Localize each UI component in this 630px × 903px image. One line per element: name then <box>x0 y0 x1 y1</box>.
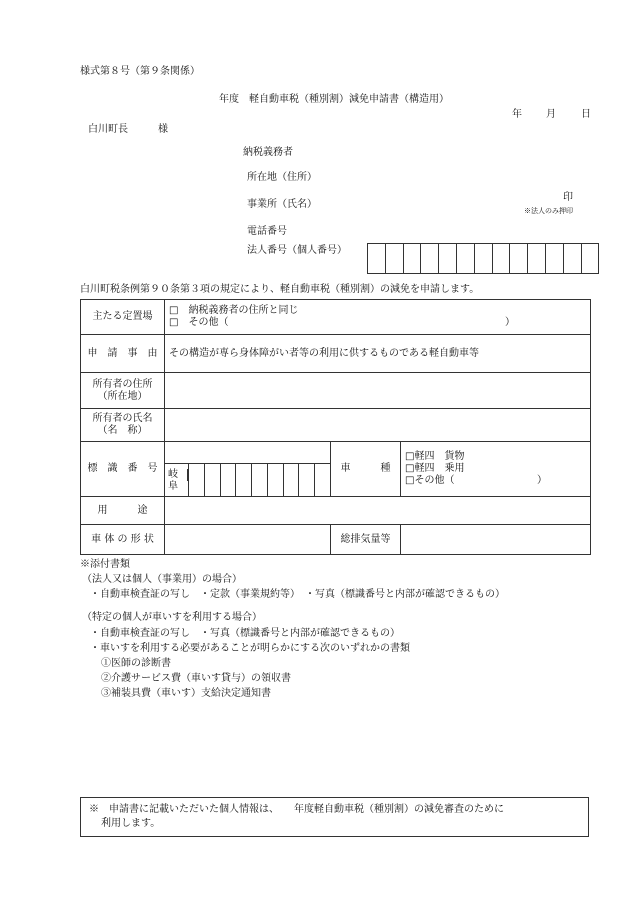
owner-address-field[interactable] <box>165 373 591 409</box>
type-option-other-close: ） <box>537 475 547 486</box>
seal-mark: 印 <box>563 192 573 203</box>
corp-number-label: 法人番号（個人番号） <box>247 245 347 256</box>
usage-field[interactable] <box>165 497 591 525</box>
addressee: 白川町長 様 <box>88 124 168 135</box>
date-day: 日 <box>581 109 591 120</box>
type-option-passenger[interactable]: □軽四 乗用 <box>405 463 465 474</box>
owner-name-label-line2: （名 称） <box>97 425 148 436</box>
attachments-heading: ※添付書類 <box>80 559 130 570</box>
form-number: 様式第８号（第９条関係） <box>80 66 200 77</box>
storage-option-other[interactable]: □ その他（ <box>169 317 229 328</box>
vehicle-type-label: 車 種 <box>331 442 401 497</box>
displacement-field[interactable] <box>401 525 591 555</box>
storage-option-same[interactable]: □ 納税義務者の住所と同じ <box>169 305 299 316</box>
owner-name-field[interactable] <box>165 409 591 442</box>
owner-address-label-line2: （所在地） <box>97 390 148 402</box>
storage-option-other-close: ） <box>505 317 515 328</box>
storage-options[interactable] <box>165 300 591 335</box>
form-title: 年度 軽自動車税（種別割）減免申請書（構造用） <box>219 94 449 105</box>
corp-case-heading: （法人又は個人（事業用）の場合） <box>82 574 242 585</box>
vehicle-type-options[interactable] <box>401 442 591 497</box>
wheelchair-item-2: ・車いすを利用する必要があることが明らかにする次のいずれかの書類 <box>90 643 410 654</box>
storage-label: 主たる定置場 <box>81 300 165 335</box>
name-label: 事業所（氏名） <box>247 199 317 210</box>
privacy-note-line2: 利用します。 <box>101 818 161 829</box>
owner-name-label <box>81 409 165 442</box>
privacy-note-line1: ※ 申請書に記載いただいた個人情報は、 年度軽自動車税（種別割）の減免審査のために <box>89 804 504 815</box>
reason-label: 申 請 事 由 <box>81 335 165 373</box>
phone-label: 電話番号 <box>247 226 287 237</box>
doc-care-receipt: ②介護サービス費（車いす貸与）の領収書 <box>101 673 291 684</box>
wheelchair-case-heading: （特定の個人が車いすを利用する場合） <box>82 612 262 623</box>
address-label: 所在地（住所） <box>247 172 317 183</box>
displacement-label: 総排気量等 <box>331 525 401 555</box>
taxpayer-heading: 納税義務者 <box>243 147 293 158</box>
plate-prefecture: 岐 阜 <box>165 464 189 496</box>
wheelchair-item-1: ・自動車検査証の写し ・写真（標識番号と内部が確認できるもの） <box>90 628 400 639</box>
usage-label: 用 途 <box>81 497 165 525</box>
owner-address-label <box>81 373 165 409</box>
corp-case-items: ・自動車検査証の写し ・定款（事業規約等） ・写真（標識番号と内部が確認できるもの） <box>90 589 505 600</box>
seal-note: ※法人のみ押印 <box>524 207 573 215</box>
date-month: 月 <box>546 109 556 120</box>
plate-number-label: 標 識 番 号 <box>81 442 165 497</box>
doc-aid-notice: ③補装具費（車いす）支給決定通知書 <box>101 688 271 699</box>
owner-address-label-line1: 所有者の住所 <box>92 378 153 390</box>
body-shape-field[interactable] <box>165 525 331 555</box>
body-shape-label: 車 体 の 形 状 <box>81 525 165 555</box>
doc-medical-certificate: ①医師の診断書 <box>101 658 171 669</box>
date-year: 年 <box>512 109 522 120</box>
application-table <box>80 299 591 555</box>
type-option-other[interactable]: □その他（ <box>405 475 455 486</box>
corp-number-boxes[interactable] <box>367 243 599 274</box>
plate-number-field[interactable] <box>165 442 331 497</box>
type-option-cargo[interactable]: □軽四 貨物 <box>405 451 465 462</box>
privacy-note-box <box>80 797 589 837</box>
owner-name-label-line1: 所有者の氏名 <box>92 413 153 424</box>
reason-value: その構造が専ら身体障がい者等の利用に供するものである軽自動車等 <box>165 335 591 373</box>
request-statement: 白川町税条例第９０条第３項の規定により、軽自動車税（種別割）の減免を申請します。 <box>80 284 480 295</box>
